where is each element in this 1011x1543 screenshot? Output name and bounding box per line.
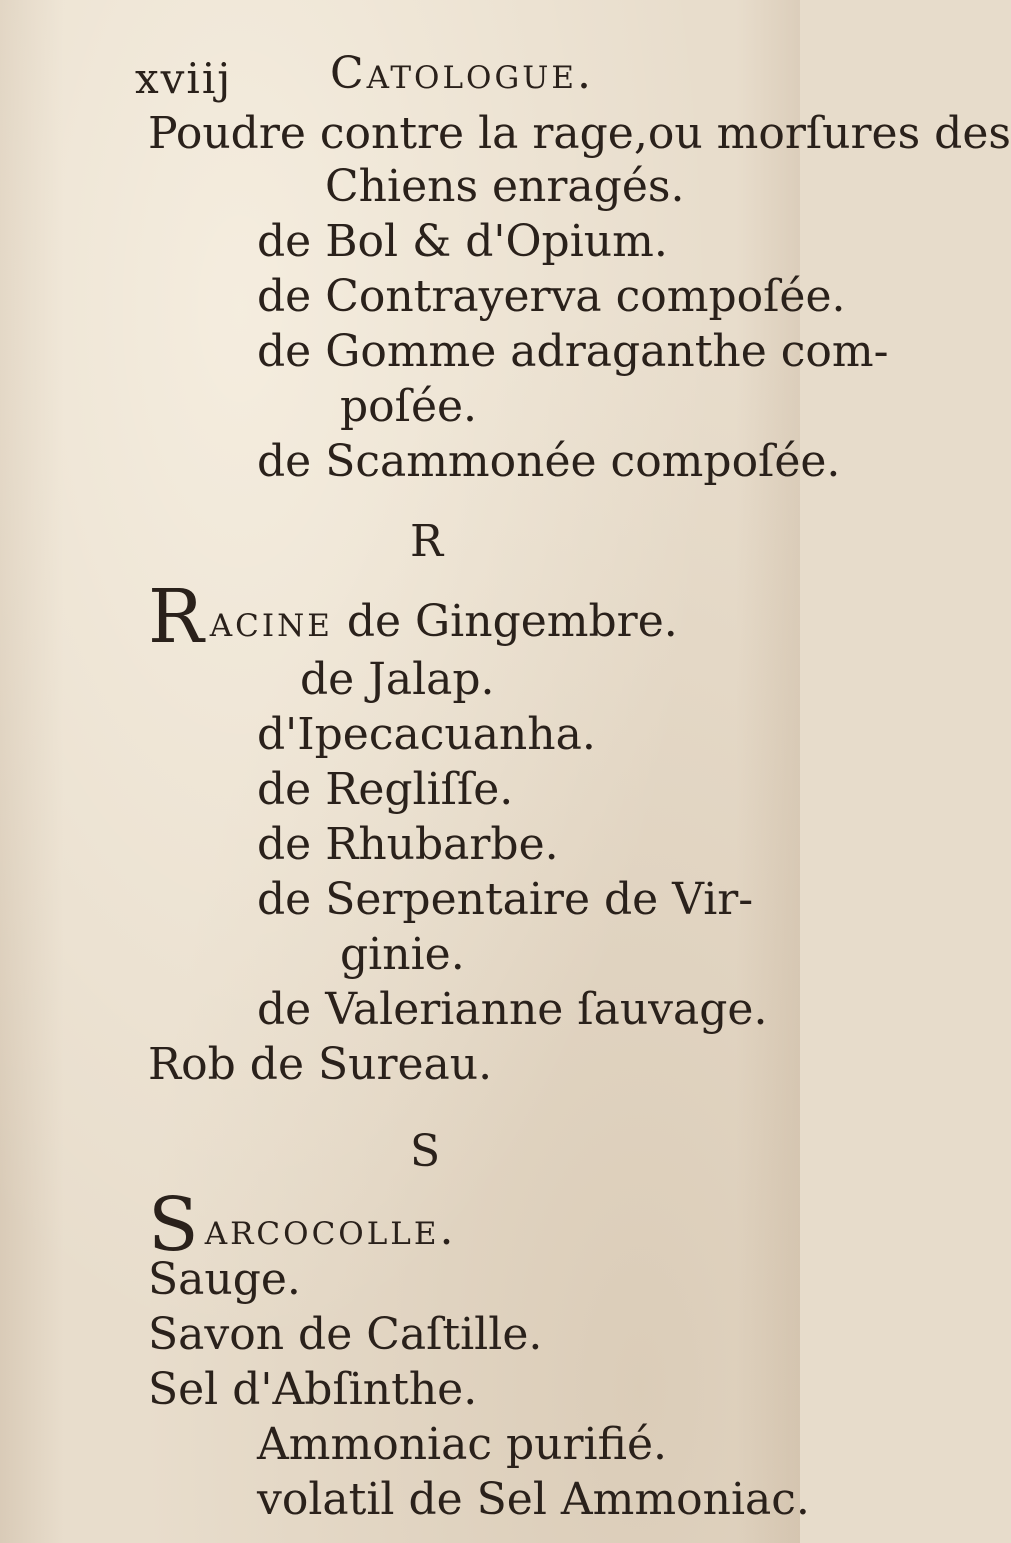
s-subitem: Ammoniac purifié. [257,1419,667,1470]
s-item: Sauge. [148,1254,301,1305]
section-letter-s: S [410,1126,441,1177]
s-subitem: volatil de Sel Ammoniac. [257,1474,810,1525]
page-number: xviij [135,54,233,103]
racine-item: de Regliſſe. [257,764,514,815]
racine-item: de Serpentaire de Vir- [257,874,754,925]
section-r-title [148,574,678,660]
section-s-title-rest: arcocolle. [204,1204,457,1255]
poudre-heading-line2: Chiens enragés. [325,161,685,212]
poudre-item: poſée. [340,381,478,432]
racine-item: de Jalap. [300,654,495,705]
poudre-item: de Gomme adraganthe com- [257,326,889,377]
dropcap-s: S [148,1182,199,1268]
section-r-title-tail: de Gingembre. [346,596,678,647]
racine-item: d'Ipecacuanha. [257,709,596,760]
section-r-title-rest: acine [209,596,333,647]
poudre-item: de Scammonée compoſée. [257,436,841,487]
section-s-title [148,1182,457,1268]
poudre-item: de Contrayerva compoſée. [257,271,846,322]
running-title: Catologue. [330,48,594,99]
s-item: Sel d'Abſinthe. [148,1364,478,1415]
rob-de-sureau: Rob de Sureau. [148,1039,493,1090]
poudre-heading-line1: Poudre contre la rage,ou morſures des [148,108,1011,159]
section-letter-r: R [410,516,444,567]
dropcap-r: R [148,574,204,660]
racine-item: ginie. [340,929,465,980]
racine-item: de Rhubarbe. [257,819,559,870]
poudre-item: de Bol & d'Opium. [257,216,668,267]
s-item: Savon de Caſtille. [148,1309,543,1360]
racine-item: de Valerianne ſauvage. [257,984,768,1035]
